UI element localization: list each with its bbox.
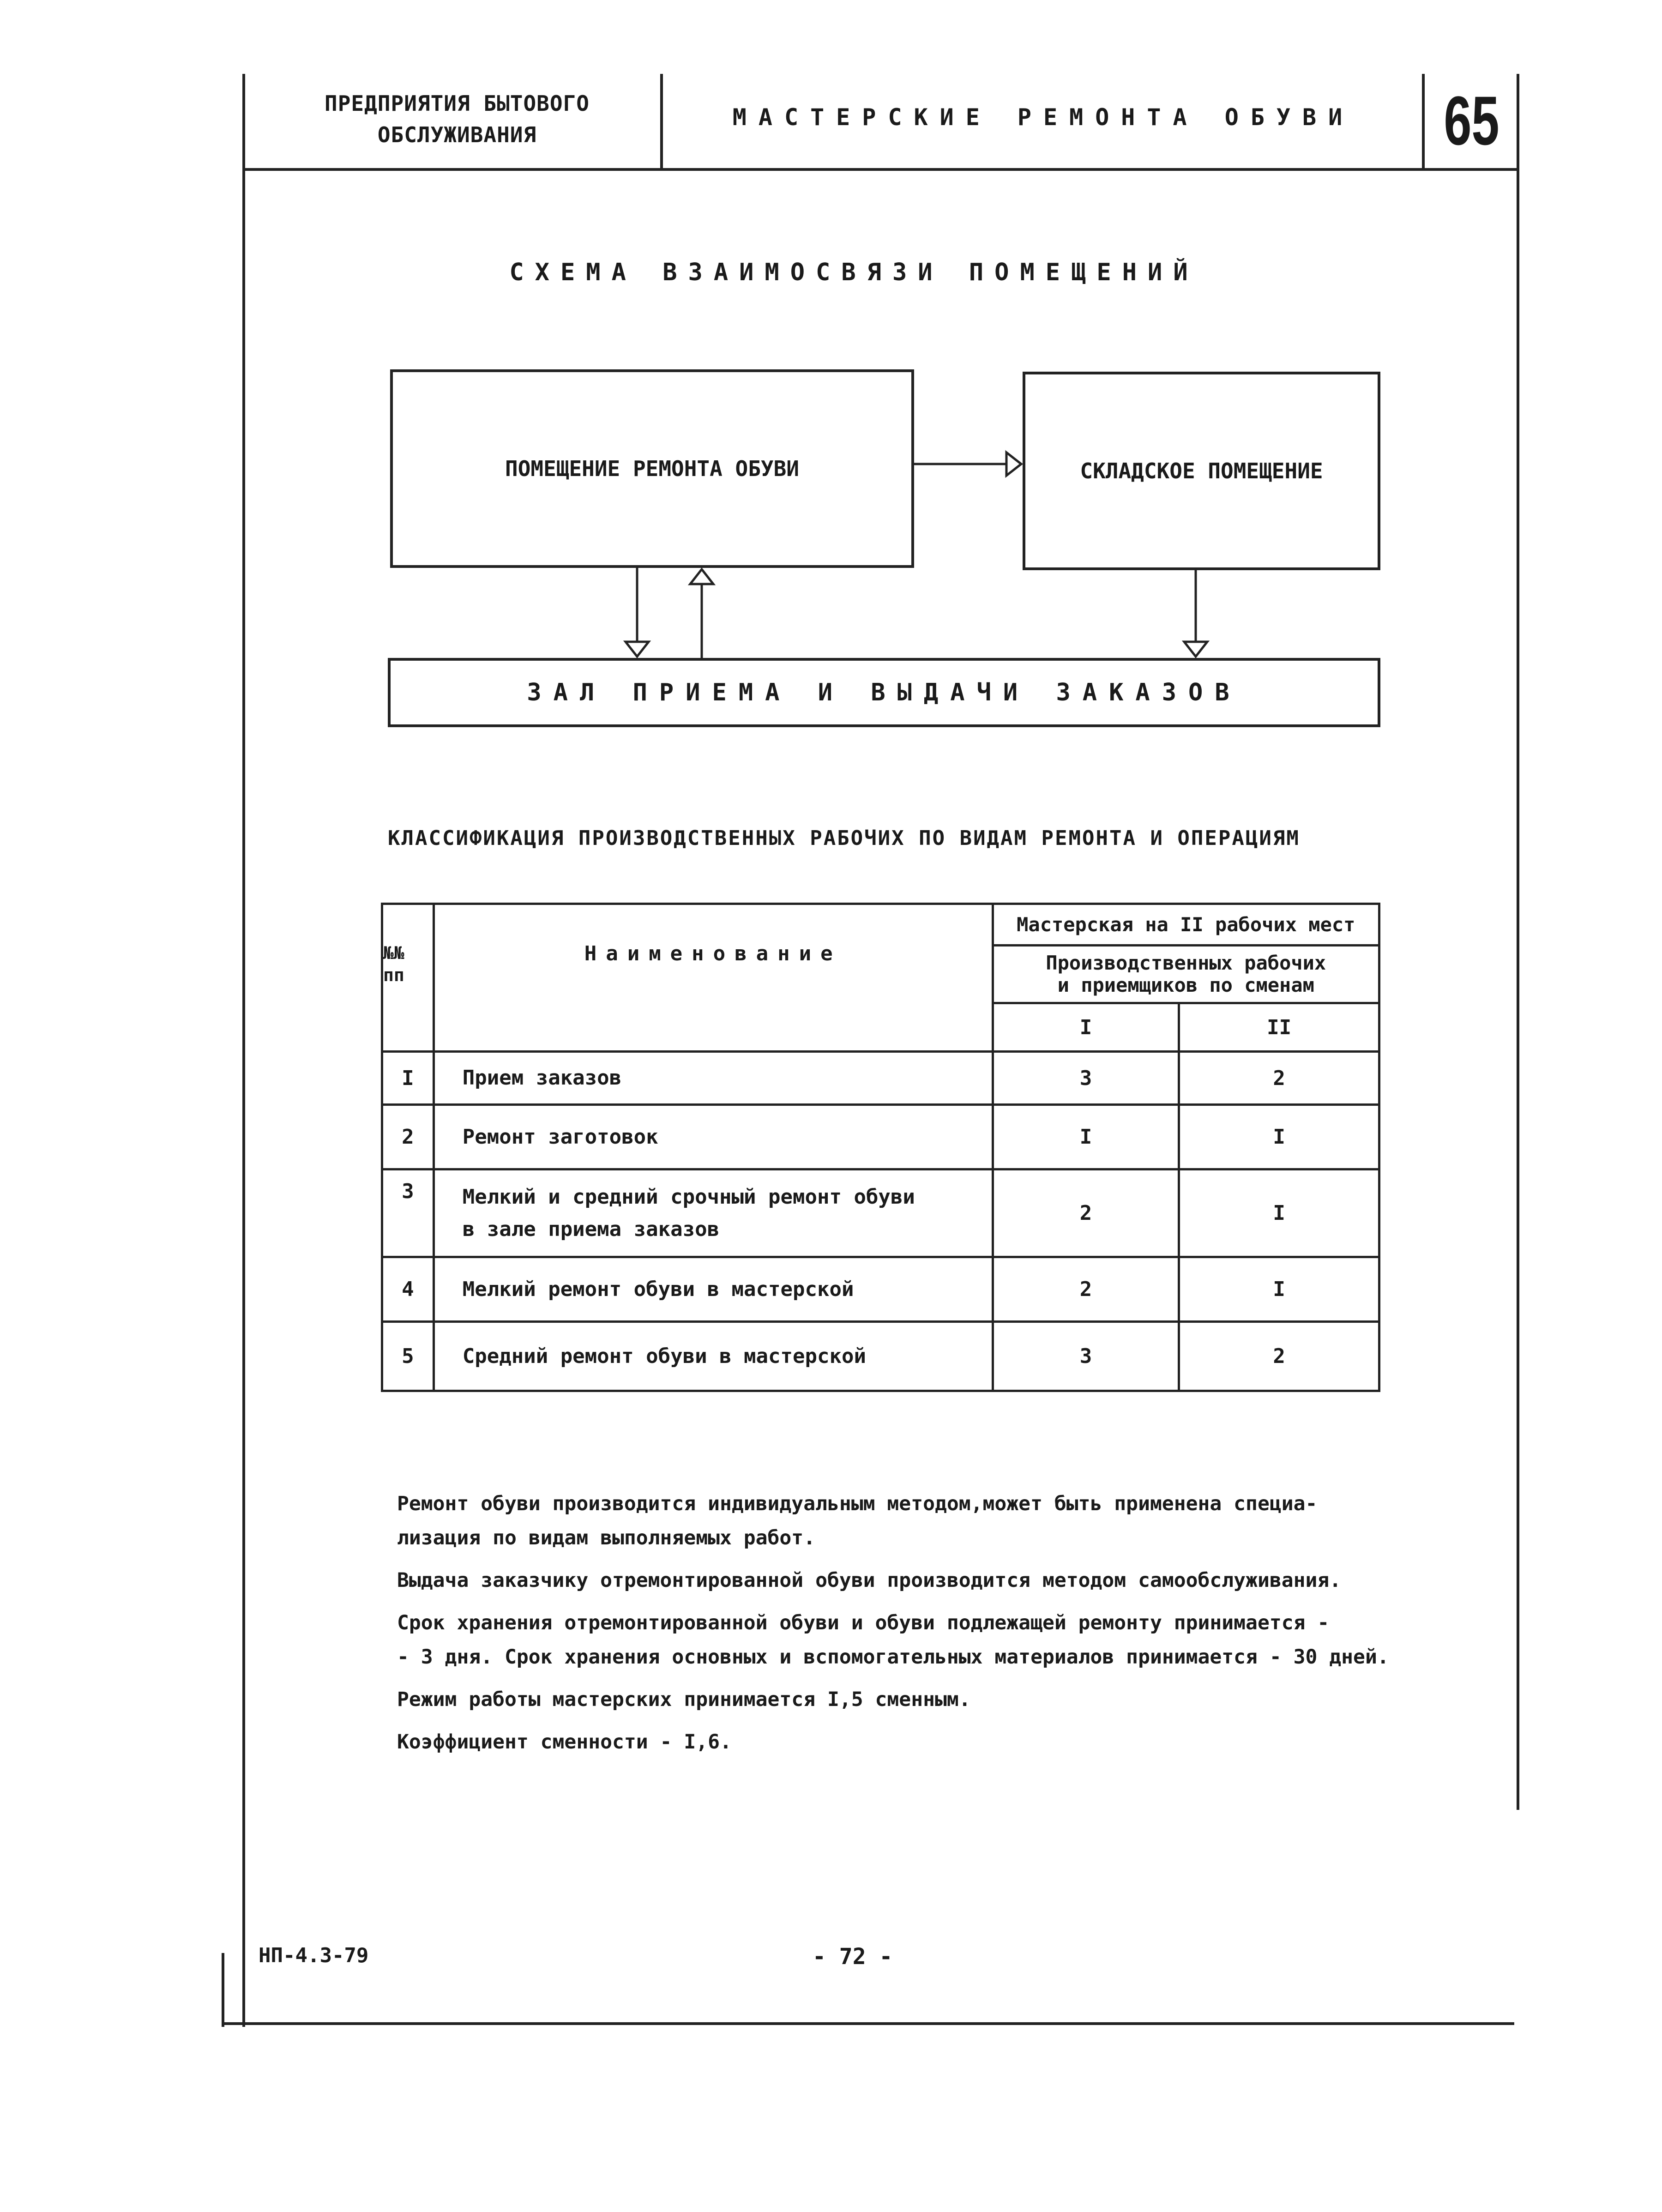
row-name: Мелкий ремонт обуви в мастерской xyxy=(434,1257,993,1322)
col-num-header: №№ пп xyxy=(382,904,434,1052)
workers-table xyxy=(381,903,1380,1392)
row-name xyxy=(434,1169,993,1257)
row-num: I xyxy=(382,1052,434,1105)
table-title: КЛАССИФИКАЦИЯ ПРОИЗВОДСТВЕННЫХ РАБОЧИХ ПО ВИДАМ РЕМОНТА И ОПЕРАЦИЯМ xyxy=(388,826,1300,850)
row-name: Прием заказов xyxy=(434,1052,993,1105)
row-name: Ремонт заготовок xyxy=(434,1105,993,1169)
row-shift-2: I xyxy=(1179,1169,1379,1257)
note-line: Срок хранения отремонтированной обуви и обуви подлежащей ремонту принимается - xyxy=(397,1611,1330,1634)
table-row xyxy=(382,1105,1379,1169)
shift-2-header: II xyxy=(1179,1003,1379,1052)
reception-hall-label: ЗАЛ ПРИЕМА И ВЫДАЧИ ЗАКАЗОВ xyxy=(527,679,1241,706)
note-line: Коэффициент сменности - I,6. xyxy=(397,1730,732,1754)
arrow-head-icon xyxy=(1184,642,1207,657)
row-num: 4 xyxy=(382,1257,434,1322)
row-name-line-2: в зале приема заказов xyxy=(462,1217,720,1241)
section-title: МАСТЕРСКИЕ РЕМОНТА ОБУВИ xyxy=(732,104,1355,131)
row-shift-1: 3 xyxy=(993,1322,1179,1391)
table-row xyxy=(382,1322,1379,1391)
arrow-head-icon xyxy=(626,642,649,657)
row-name: Средний ремонт обуви в мастерской xyxy=(434,1322,993,1391)
row-shift-1: I xyxy=(993,1105,1179,1169)
storage-room-label: СКЛАДСКОЕ ПОМЕЩЕНИЕ xyxy=(1080,458,1323,483)
frame-corner-stub xyxy=(222,1953,224,2027)
note-line: Выдача заказчику отремонтированной обуви производится методом самообслуживания. xyxy=(397,1569,1342,1592)
col-subgroup-header xyxy=(993,946,1379,1003)
diagram-arrows xyxy=(0,0,1662,739)
col-subgroup-line-2: и приемщиков по сменам xyxy=(1057,974,1314,996)
arrow-head-icon xyxy=(1006,452,1021,476)
repair-room-label: ПОМЕЩЕНИЕ РЕМОНТА ОБУВИ xyxy=(505,456,799,481)
note-paragraph xyxy=(397,1725,1505,1759)
row-shift-2: I xyxy=(1179,1257,1379,1322)
col-group-header: Мастерская на II рабочих мест xyxy=(993,904,1379,946)
row-shift-1: 3 xyxy=(993,1052,1179,1105)
col-subgroup-line-1: Производственных рабочих xyxy=(1046,952,1326,974)
table-row xyxy=(382,1257,1379,1322)
row-num: 3 xyxy=(382,1169,434,1257)
table-header-row xyxy=(382,904,1379,946)
page-number: - 72 - xyxy=(813,1944,893,1970)
table-row xyxy=(382,1169,1379,1257)
frame-bottom-border xyxy=(222,2022,1514,2025)
organization-line-2: ОБСЛУЖИВАНИЯ xyxy=(377,122,537,147)
organization-line-1: ПРЕДПРИЯТИЯ БЫТОВОГО xyxy=(325,91,590,116)
notes-section xyxy=(397,1487,1505,1767)
row-shift-1: 2 xyxy=(993,1257,1179,1322)
row-shift-1: 2 xyxy=(993,1169,1179,1257)
note-line: - 3 дня. Срок хранения основных и вспомогательных материалов принимается - 30 дней. xyxy=(397,1645,1389,1669)
note-paragraph xyxy=(397,1606,1505,1674)
col-name-header: Наименование xyxy=(434,904,993,1052)
row-shift-2: 2 xyxy=(1179,1322,1379,1391)
row-shift-2: 2 xyxy=(1179,1052,1379,1105)
sheet-number: 65 xyxy=(1444,82,1499,159)
row-num: 5 xyxy=(382,1322,434,1391)
note-line: лизация по видам выполняемых работ. xyxy=(397,1526,816,1549)
note-line: Режим работы мастерских принимается I,5 сменным. xyxy=(397,1688,971,1711)
row-shift-2: I xyxy=(1179,1105,1379,1169)
document-code: НП-4.3-79 xyxy=(259,1944,369,1967)
note-paragraph xyxy=(397,1682,1505,1717)
note-paragraph xyxy=(397,1563,1505,1597)
arrow-head-icon xyxy=(690,569,713,584)
row-num: 2 xyxy=(382,1105,434,1169)
row-name-line-1: Мелкий и средний срочный ремонт обуви xyxy=(462,1185,915,1209)
diagram-title: СХЕМА ВЗАИМОСВЯЗИ ПОМЕЩЕНИЙ xyxy=(509,259,1199,286)
note-line: Ремонт обуви производится индивидуальным методом,может быть применена специа- xyxy=(397,1492,1318,1515)
table-row xyxy=(382,1052,1379,1105)
note-paragraph xyxy=(397,1487,1505,1555)
shift-1-header: I xyxy=(993,1003,1179,1052)
